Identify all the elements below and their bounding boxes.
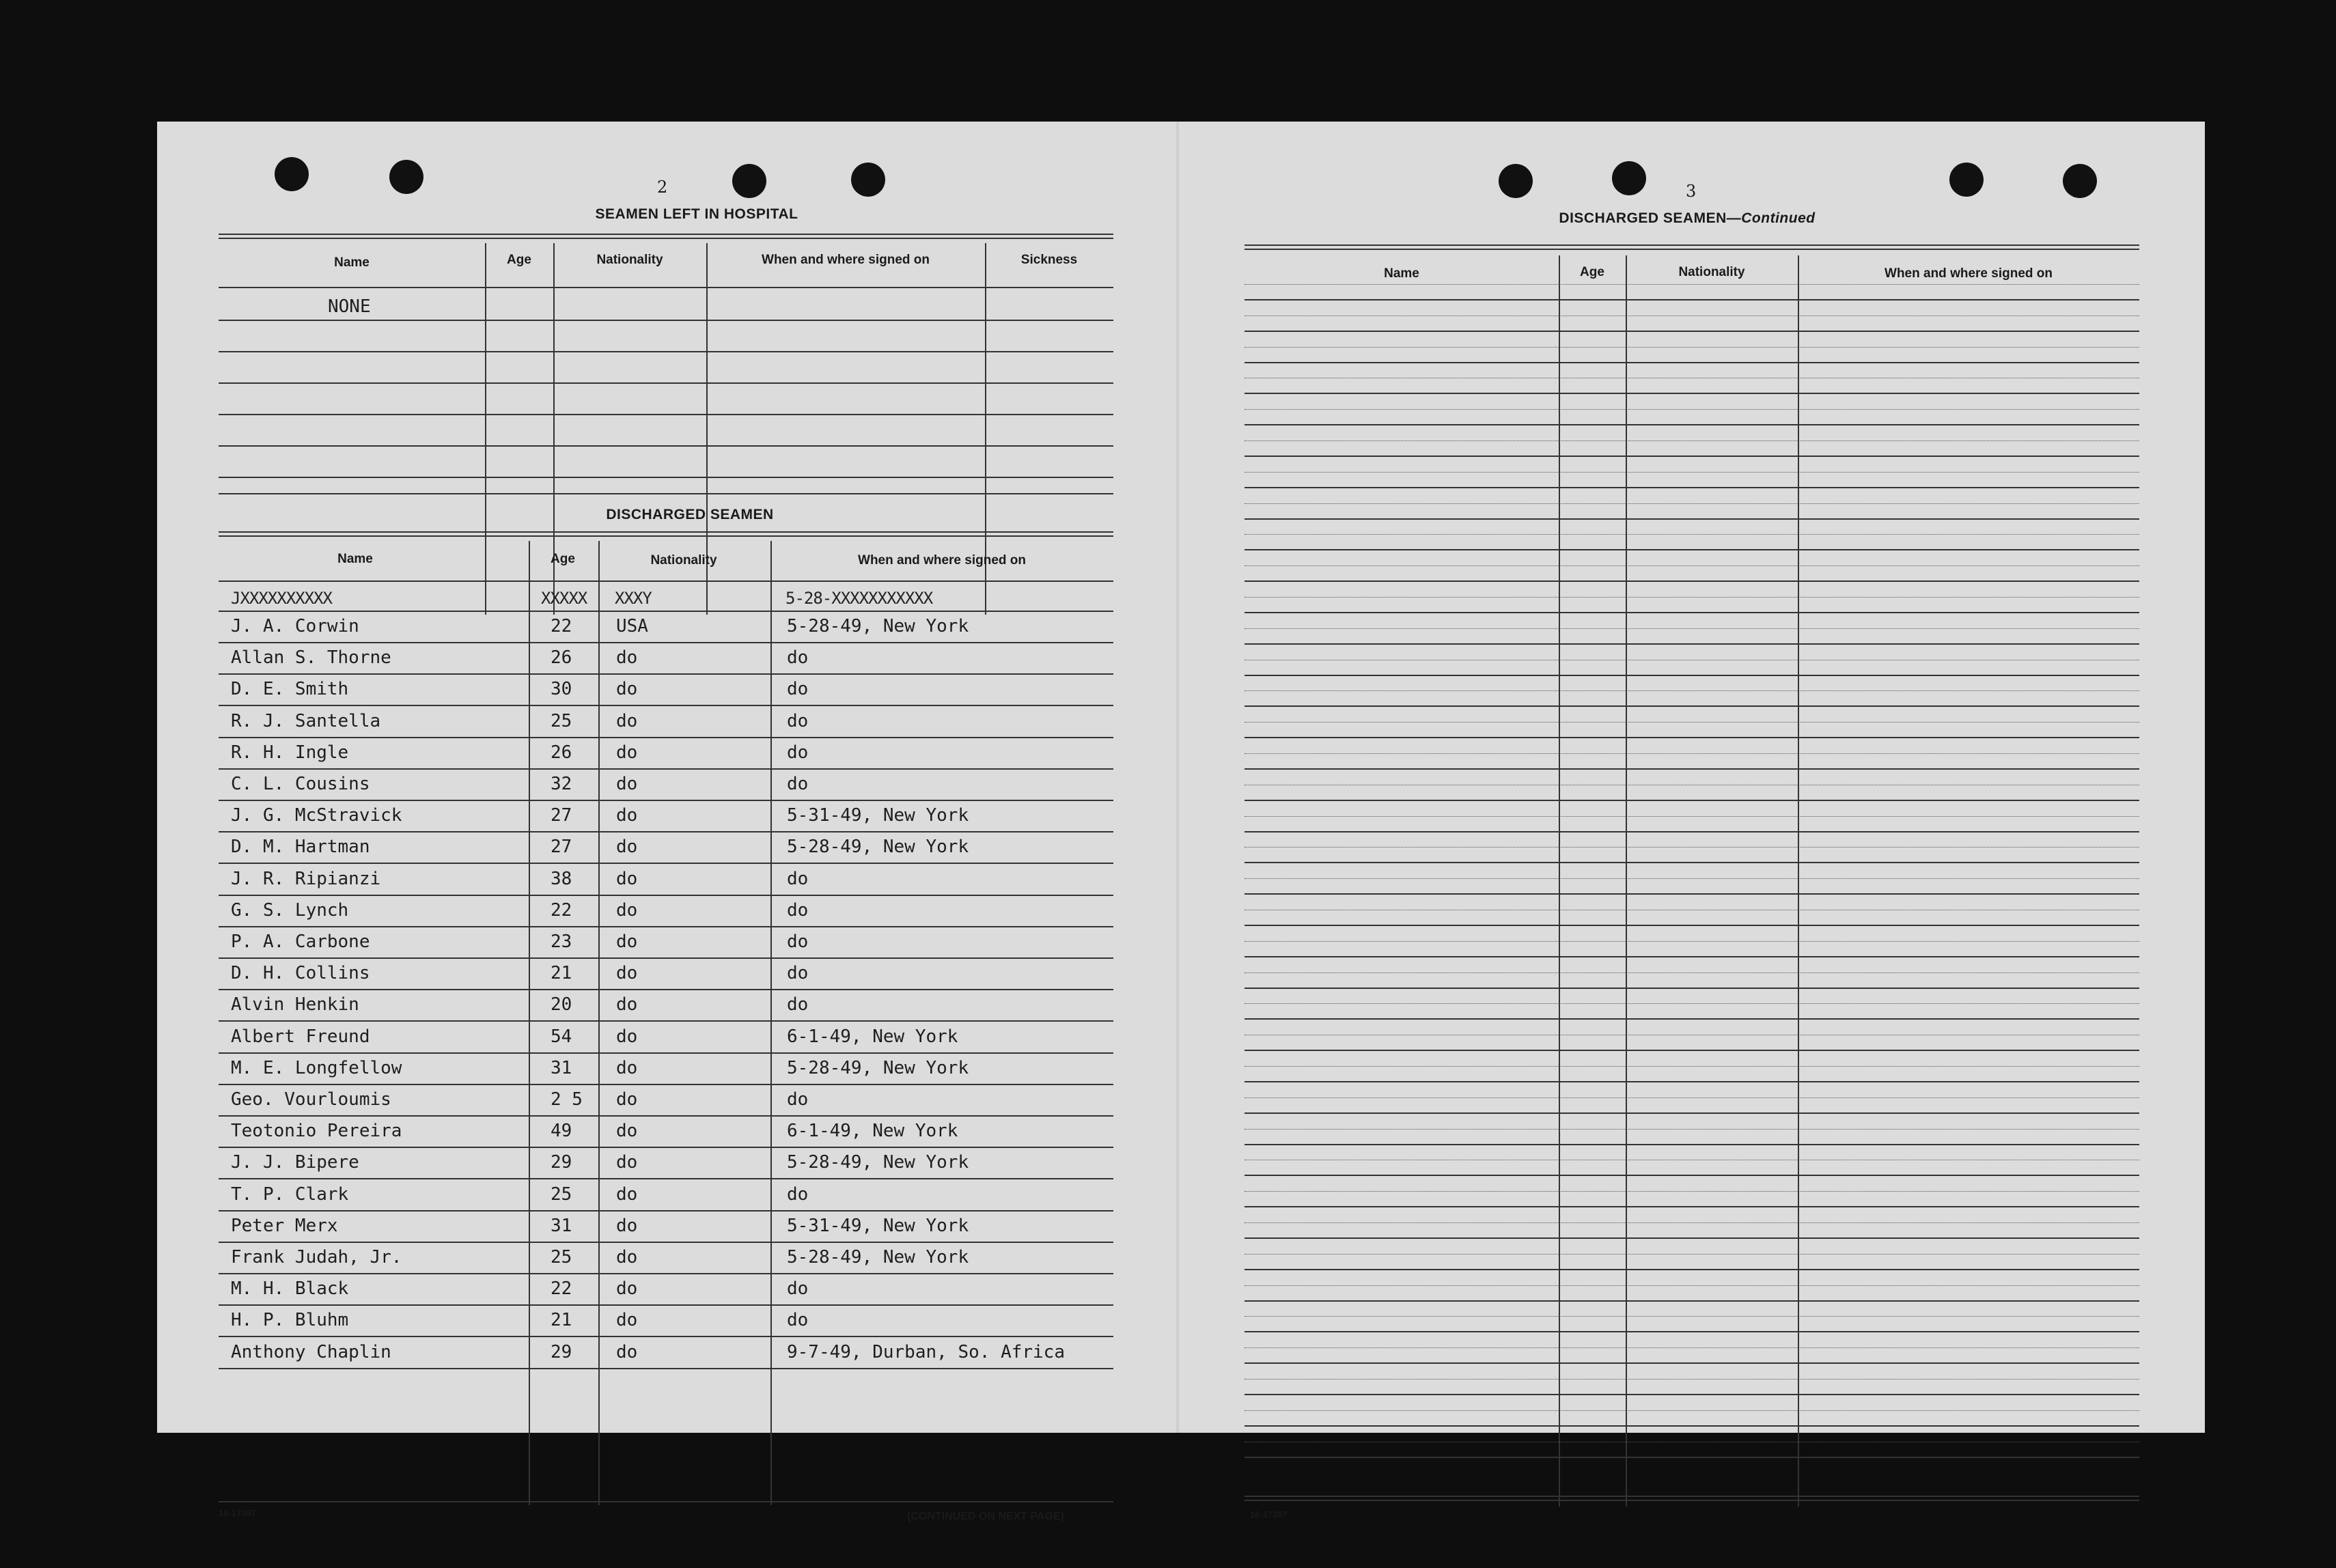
seaman-name: Alvin Henkin: [231, 994, 359, 1015]
seaman-name: P. A. Carbone: [231, 932, 370, 952]
seaman-age: 29: [551, 1342, 572, 1362]
seaman-signed-on: 5-28-49, New York: [787, 616, 969, 636]
row-rule: [1245, 1394, 2139, 1395]
row-rule: [219, 580, 1113, 582]
struck-name: JXXXXXXXXXX: [231, 589, 332, 608]
column-divider: [1798, 255, 1799, 1507]
column-divider: [598, 541, 600, 1505]
page-number: 3: [1686, 182, 1697, 201]
seaman-nationality: USA: [616, 616, 648, 636]
row-rule: [219, 1020, 1113, 1022]
hospital-col-sickness: Sickness: [1020, 253, 1078, 267]
row-rule: [1245, 518, 2139, 520]
seaman-nationality: do: [616, 1026, 638, 1047]
seaman-age: 31: [551, 1058, 572, 1078]
seaman-name: Albert Freund: [231, 1026, 370, 1047]
seaman-signed-on: 5-28-49, New York: [787, 837, 969, 857]
row-rule: [1245, 549, 2139, 550]
row-guide: [1245, 472, 2139, 473]
row-rule: [1245, 925, 2139, 926]
row-rule: [219, 642, 1113, 643]
seaman-signed-on: do: [787, 742, 809, 763]
seaman-signed-on: do: [787, 774, 809, 794]
seaman-age: 25: [551, 711, 572, 731]
row-rule: [1245, 705, 2139, 707]
row-guide: [1245, 1003, 2139, 1004]
seaman-name: D. E. Smith: [231, 679, 349, 699]
seaman-nationality: do: [616, 647, 638, 668]
row-rule: [219, 957, 1113, 959]
seaman-age: 38: [551, 869, 572, 889]
row-guide: [1245, 597, 2139, 598]
row-rule: [1245, 424, 2139, 425]
seaman-name: J. R. Ripianzi: [231, 869, 381, 889]
row-rule: [219, 1242, 1113, 1243]
row-rule: [1245, 487, 2139, 488]
seaman-age: 27: [551, 837, 572, 857]
row-rule: [219, 445, 1113, 447]
continued-note: (CONTINUED ON NEXT PAGE): [907, 1511, 1064, 1522]
discharged-col-signed-on: When and where signed on: [858, 553, 1026, 568]
row-guide: [1245, 1347, 2139, 1348]
seaman-name: J. J. Bipere: [231, 1152, 359, 1173]
row-guide: [1245, 1410, 2139, 1411]
continued-col-age: Age: [1580, 265, 1604, 279]
seaman-nationality: do: [616, 805, 638, 826]
row-rule: [219, 737, 1113, 738]
form-number: 16-17387: [1250, 1509, 1288, 1520]
seaman-age: 23: [551, 932, 572, 952]
row-rule: [219, 1368, 1113, 1369]
page-fold: [1176, 122, 1179, 1433]
row-rule: [1245, 331, 2139, 332]
row-rule: [219, 320, 1113, 321]
row-rule: [1245, 1269, 2139, 1270]
seaman-signed-on: do: [787, 1310, 809, 1330]
struck-signed-on: 5-28-XXXXXXXXXXX: [785, 589, 933, 608]
column-divider: [1626, 255, 1627, 1507]
seaman-age: 20: [551, 994, 572, 1015]
seaman-name: Teotonio Pereira: [231, 1121, 402, 1141]
seaman-signed-on: 6-1-49, New York: [787, 1121, 958, 1141]
seaman-age: 30: [551, 679, 572, 699]
row-rule: [219, 926, 1113, 927]
row-rule: [219, 673, 1113, 675]
row-guide: [1245, 565, 2139, 566]
seaman-name: Frank Judah, Jr.: [231, 1247, 402, 1268]
seaman-signed-on: 5-28-49, New York: [787, 1058, 969, 1078]
row-guide: [1245, 1097, 2139, 1098]
row-rule: [1245, 299, 2139, 300]
row-rule: [219, 1115, 1113, 1117]
form-number: 16-17387: [219, 1508, 256, 1518]
seaman-age: 31: [551, 1216, 572, 1236]
row-guide: [1245, 1191, 2139, 1192]
seaman-name: T. P. Clark: [231, 1184, 349, 1205]
table-bottom-rule: [219, 1501, 1113, 1502]
row-guide: [1245, 816, 2139, 817]
row-rule: [1245, 643, 2139, 645]
hospital-entry: NONE: [328, 296, 371, 317]
row-rule: [1245, 1457, 2139, 1458]
seaman-name: H. P. Bluhm: [231, 1310, 349, 1330]
row-rule: [219, 1210, 1113, 1212]
binder-hole: [1499, 164, 1533, 198]
row-rule: [1245, 456, 2139, 457]
row-rule: [1245, 1018, 2139, 1020]
discharged-section-title: DISCHARGED SEAMEN: [606, 507, 774, 522]
row-rule: [219, 414, 1113, 415]
row-rule: [1245, 1175, 2139, 1176]
seaman-age: 25: [551, 1247, 572, 1268]
seaman-signed-on: do: [787, 932, 809, 952]
row-guide: [1245, 1222, 2139, 1223]
seaman-nationality: do: [616, 1278, 638, 1299]
seaman-age: 21: [551, 1310, 572, 1330]
seaman-signed-on: do: [787, 1089, 809, 1110]
row-rule: [219, 768, 1113, 770]
struck-nationality: XXXY: [615, 589, 652, 608]
row-rule: [219, 1273, 1113, 1274]
discharged-col-age: Age: [551, 552, 575, 566]
row-rule: [1245, 893, 2139, 895]
scanned-document-sheet: [157, 122, 2205, 1522]
binder-hole: [1612, 161, 1646, 195]
seaman-signed-on: 5-31-49, New York: [787, 805, 969, 826]
row-rule: [1245, 1237, 2139, 1239]
seaman-name: Geo. Vourloumis: [231, 1089, 391, 1110]
row-guide: [1245, 1316, 2139, 1317]
seaman-nationality: do: [616, 774, 638, 794]
row-rule: [1245, 862, 2139, 863]
seaman-age: 2 5: [551, 1089, 583, 1110]
seaman-nationality: do: [616, 1247, 638, 1268]
row-rule: [1245, 1050, 2139, 1051]
seaman-signed-on: do: [787, 647, 809, 668]
seaman-age: 22: [551, 616, 572, 636]
row-rule: [1245, 737, 2139, 738]
row-guide: [1245, 1066, 2139, 1067]
row-rule: [1245, 1362, 2139, 1364]
seaman-signed-on: do: [787, 963, 809, 983]
seaman-age: 32: [551, 774, 572, 794]
seaman-nationality: do: [616, 1184, 638, 1205]
row-guide: [1245, 440, 2139, 441]
row-guide: [1245, 1254, 2139, 1255]
row-guide: [1245, 1379, 2139, 1380]
seaman-signed-on: 5-31-49, New York: [787, 1216, 969, 1236]
seaman-nationality: do: [616, 837, 638, 857]
row-rule: [219, 611, 1113, 612]
seaman-nationality: do: [616, 1121, 638, 1141]
continued-col-nationality: Nationality: [1678, 265, 1745, 279]
seaman-nationality: do: [616, 869, 638, 889]
row-guide: [1245, 628, 2139, 629]
row-guide: [1245, 690, 2139, 691]
row-rule: [219, 477, 1113, 478]
seaman-nationality: do: [616, 900, 638, 921]
row-rule: [1245, 1425, 2139, 1427]
seaman-name: J. A. Corwin: [231, 616, 359, 636]
row-rule: [219, 1304, 1113, 1306]
seaman-nationality: do: [616, 963, 638, 983]
seaman-age: 27: [551, 805, 572, 826]
column-divider: [529, 541, 530, 1505]
seaman-name: D. H. Collins: [231, 963, 370, 983]
row-rule: [1245, 988, 2139, 989]
row-rule: [1245, 675, 2139, 676]
row-rule: [219, 1336, 1113, 1337]
seaman-signed-on: 5-28-49, New York: [787, 1247, 969, 1268]
continued-table-top-rule: [1245, 244, 2139, 250]
seaman-nationality: do: [616, 1216, 638, 1236]
seaman-signed-on: 9-7-49, Durban, So. Africa: [787, 1342, 1065, 1362]
struck-age: XXXXX: [541, 589, 587, 608]
seaman-signed-on: do: [787, 1278, 809, 1299]
row-rule: [219, 895, 1113, 896]
row-rule: [1245, 580, 2139, 582]
seaman-name: M. E. Longfellow: [231, 1058, 402, 1078]
row-rule: [219, 1147, 1113, 1148]
row-rule: [1245, 800, 2139, 801]
seaman-name: R. J. Santella: [231, 711, 381, 731]
seaman-nationality: do: [616, 994, 638, 1015]
row-rule: [1245, 831, 2139, 832]
title-suffix: —Continued: [1726, 210, 1816, 226]
row-guide: [1245, 753, 2139, 754]
seaman-signed-on: do: [787, 1184, 809, 1205]
row-guide: [1245, 347, 2139, 348]
seaman-nationality: do: [616, 679, 638, 699]
discharged-col-nationality: Nationality: [650, 553, 717, 568]
column-divider: [1559, 255, 1560, 1507]
seaman-nationality: do: [616, 711, 638, 731]
continued-col-signed-on: When and where signed on: [1885, 266, 2053, 281]
seaman-nationality: do: [616, 1089, 638, 1110]
seaman-age: 25: [551, 1184, 572, 1205]
row-guide: [1245, 1285, 2139, 1286]
row-rule: [219, 1084, 1113, 1085]
binder-hole: [389, 160, 423, 194]
continued-col-name: Name: [1384, 266, 1419, 281]
row-guide: [1245, 722, 2139, 723]
binder-hole: [732, 164, 766, 198]
binder-hole: [1949, 163, 1984, 197]
row-rule: [219, 989, 1113, 990]
seaman-name: Anthony Chaplin: [231, 1342, 391, 1362]
row-rule: [1245, 768, 2139, 770]
seaman-signed-on: 5-28-49, New York: [787, 1152, 969, 1173]
discharged-continued-title: [1544, 210, 1831, 227]
seaman-name: G. S. Lynch: [231, 900, 349, 921]
row-guide: [1245, 878, 2139, 879]
seaman-name: J. G. McStravick: [231, 805, 402, 826]
seaman-signed-on: do: [787, 994, 809, 1015]
row-guide: [1245, 284, 2139, 285]
row-guide: [1245, 847, 2139, 848]
seaman-name: M. H. Black: [231, 1278, 349, 1299]
hospital-table-top-rule: [219, 234, 1113, 239]
hospital-col-name: Name: [334, 255, 370, 270]
seaman-nationality: do: [616, 932, 638, 952]
row-rule: [1245, 612, 2139, 613]
table-bottom-rule: [1245, 1496, 2139, 1501]
binder-hole: [2063, 164, 2097, 198]
seaman-nationality: do: [616, 1310, 638, 1330]
binder-hole: [851, 163, 885, 197]
row-rule: [1245, 1300, 2139, 1302]
row-rule: [219, 831, 1113, 832]
row-rule: [1245, 1112, 2139, 1114]
row-guide: [1245, 972, 2139, 973]
row-rule: [1245, 1331, 2139, 1332]
row-rule: [1245, 1144, 2139, 1145]
row-rule: [219, 1052, 1113, 1054]
seaman-name: D. M. Hartman: [231, 837, 370, 857]
seaman-age: 54: [551, 1026, 572, 1047]
row-guide: [1245, 534, 2139, 535]
seaman-age: 26: [551, 647, 572, 668]
row-rule: [219, 705, 1113, 706]
row-guide: [1245, 503, 2139, 504]
row-guide: [1245, 1129, 2139, 1130]
row-rule: [219, 382, 1113, 384]
seaman-age: 26: [551, 742, 572, 763]
row-rule: [219, 351, 1113, 352]
row-rule: [1245, 956, 2139, 957]
row-rule: [1245, 362, 2139, 363]
seaman-signed-on: do: [787, 900, 809, 921]
seaman-nationality: do: [616, 1342, 638, 1362]
row-guide: [1245, 409, 2139, 410]
hospital-col-age: Age: [507, 253, 531, 267]
row-rule: [219, 863, 1113, 864]
seaman-age: 49: [551, 1121, 572, 1141]
seaman-name: R. H. Ingle: [231, 742, 349, 763]
seaman-nationality: do: [616, 1058, 638, 1078]
row-guide: [1245, 941, 2139, 942]
hospital-col-signed-on: When and where signed on: [762, 253, 930, 267]
seaman-signed-on: do: [787, 711, 809, 731]
discharged-table-top-rule: [219, 531, 1113, 537]
seaman-age: 21: [551, 963, 572, 983]
binder-hole: [275, 157, 309, 191]
column-divider: [770, 541, 772, 1505]
seaman-name: C. L. Cousins: [231, 774, 370, 794]
seaman-age: 22: [551, 900, 572, 921]
seaman-name: Allan S. Thorne: [231, 647, 391, 668]
title-main: DISCHARGED SEAMEN: [1559, 210, 1727, 226]
hospital-section-title: SEAMEN LEFT IN HOSPITAL: [595, 206, 798, 222]
page-number: 2: [657, 178, 668, 197]
seaman-age: 29: [551, 1152, 572, 1173]
row-rule: [219, 1178, 1113, 1179]
row-rule: [219, 800, 1113, 801]
discharged-col-name: Name: [337, 552, 373, 566]
seaman-nationality: do: [616, 1152, 638, 1173]
seaman-signed-on: do: [787, 869, 809, 889]
seaman-nationality: do: [616, 742, 638, 763]
seaman-age: 22: [551, 1278, 572, 1299]
row-rule: [219, 493, 1113, 494]
hospital-col-nationality: Nationality: [596, 253, 663, 267]
row-rule: [1245, 1081, 2139, 1082]
seaman-name: Peter Merx: [231, 1216, 338, 1236]
row-rule: [219, 287, 1113, 288]
row-rule: [1245, 393, 2139, 394]
seaman-signed-on: 6-1-49, New York: [787, 1026, 958, 1047]
row-rule: [1245, 1206, 2139, 1207]
seaman-signed-on: do: [787, 679, 809, 699]
